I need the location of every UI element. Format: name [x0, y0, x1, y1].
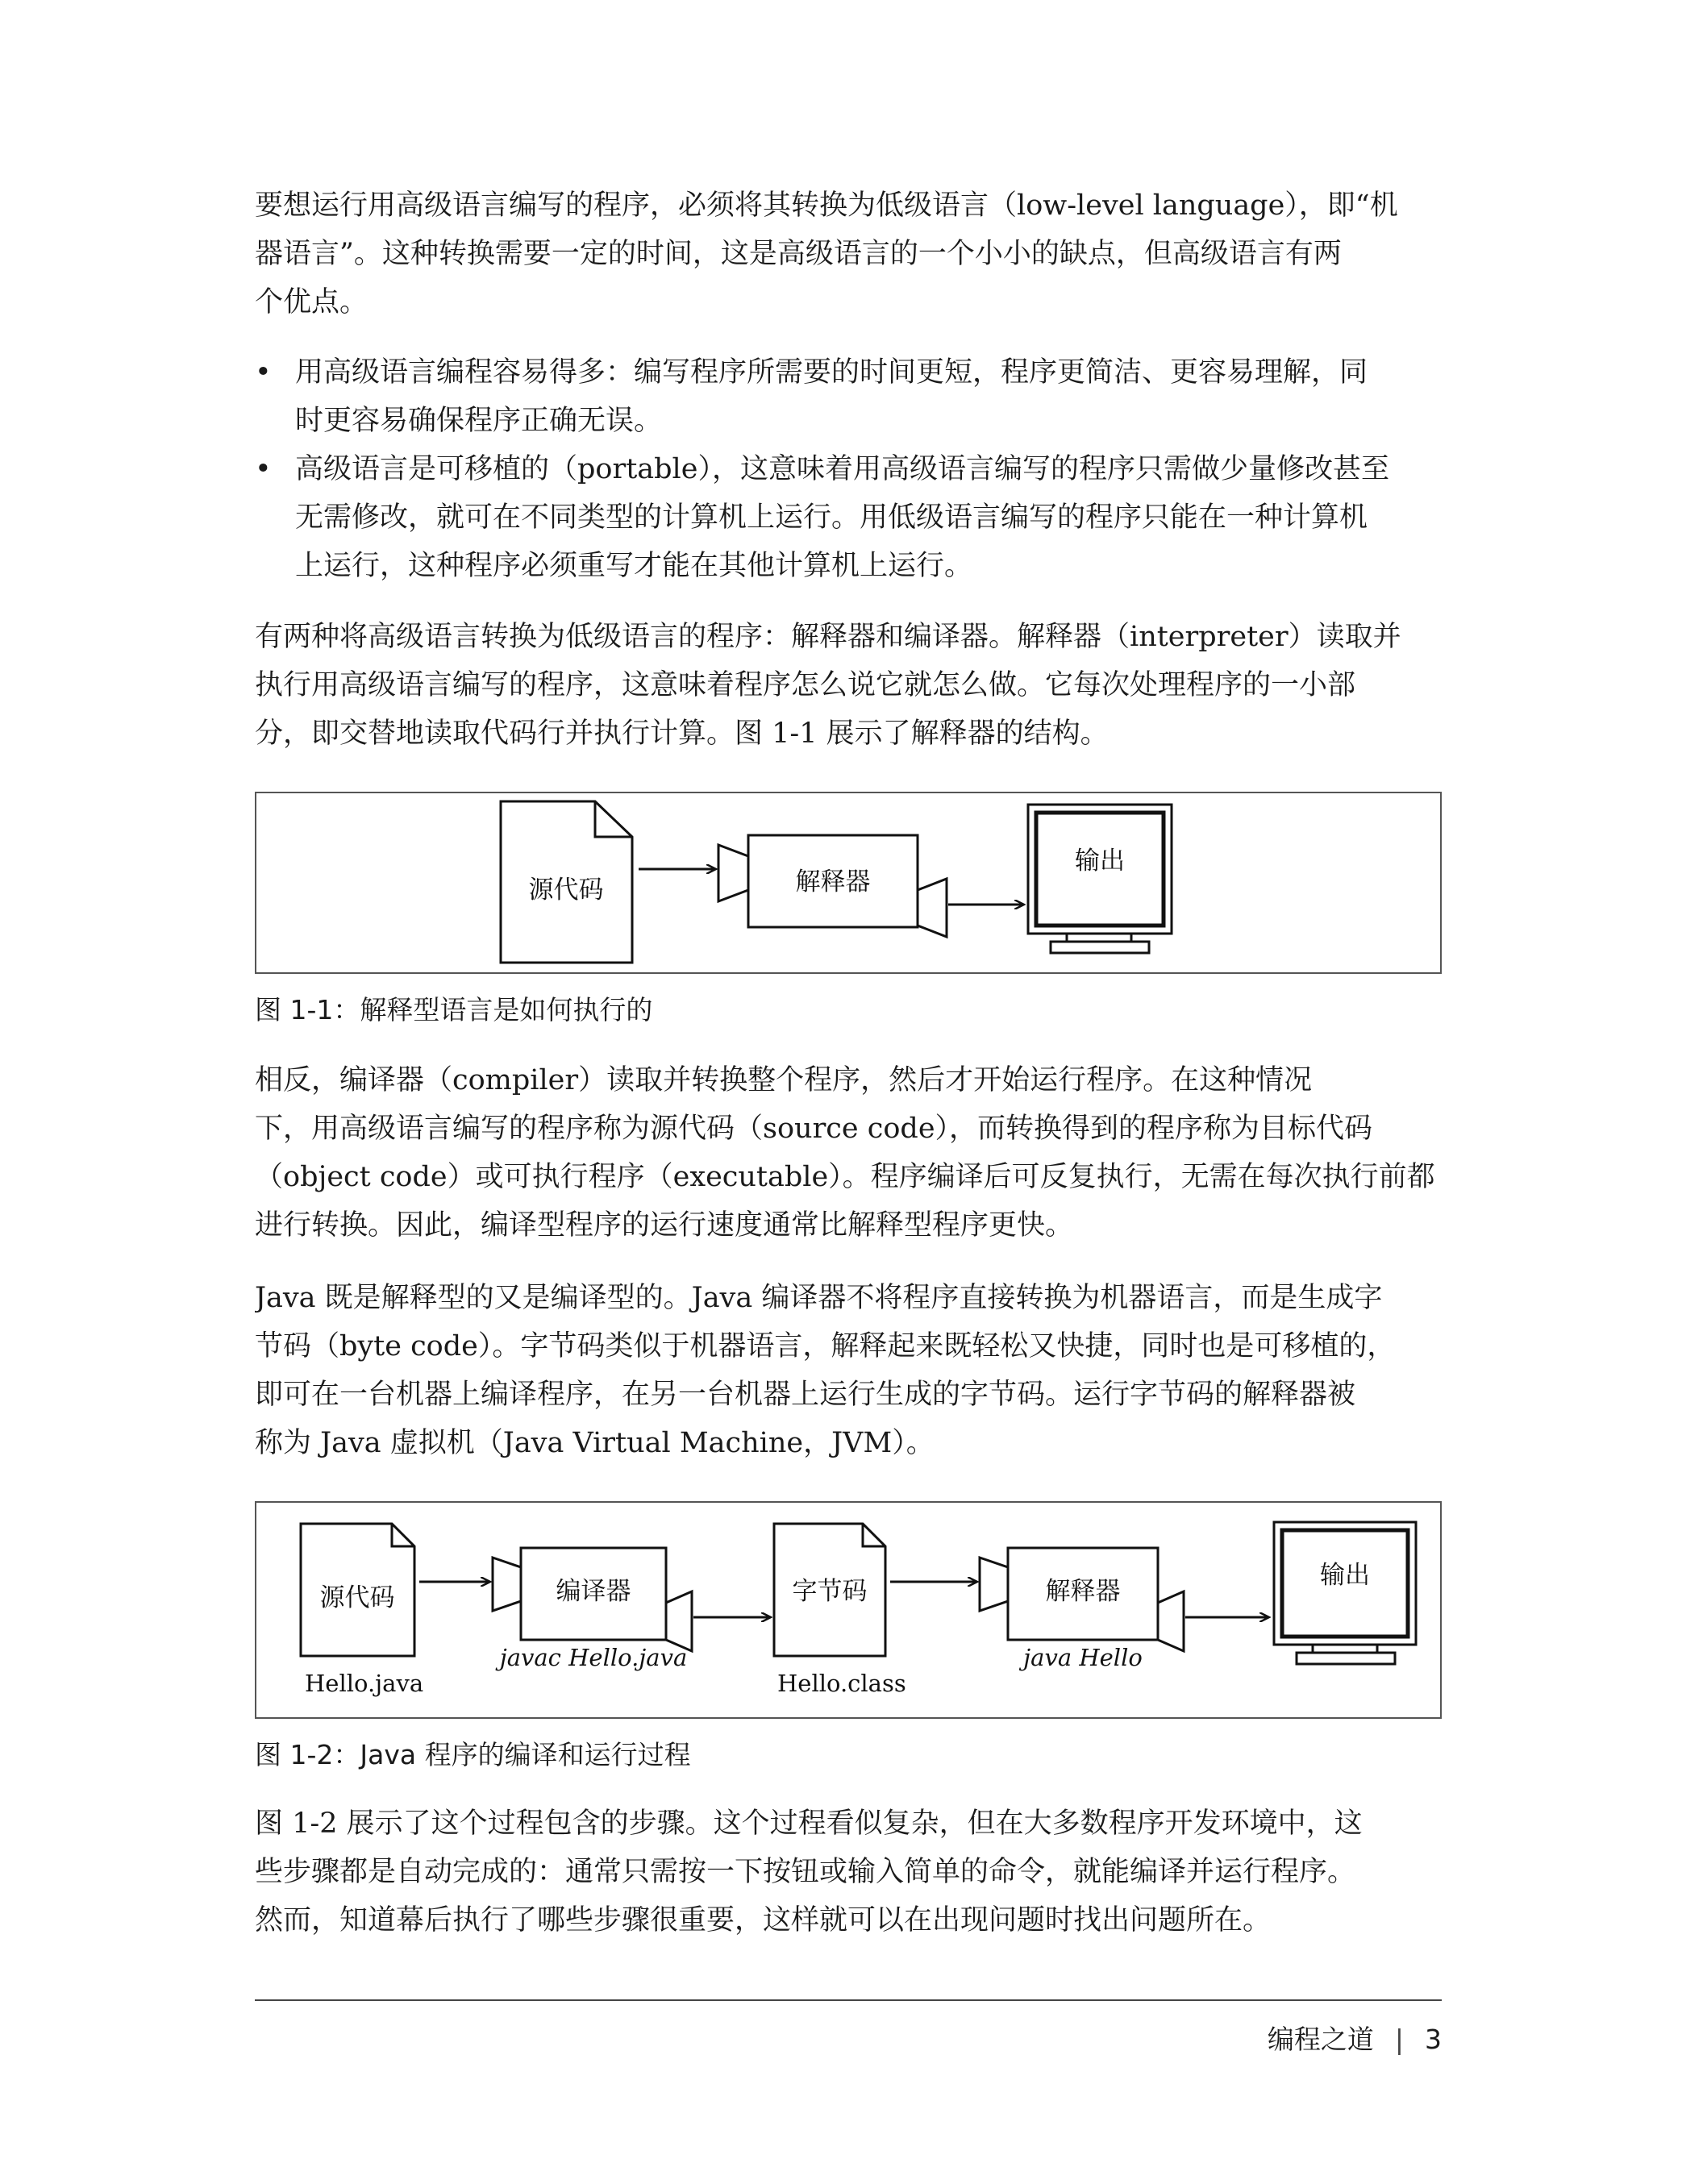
text-line: 然而，知道幕后执行了哪些步骤很重要，这样就可以在出现问题时找出问题所在。	[255, 1904, 1272, 1936]
interpreter-label: 解释器	[1045, 1577, 1121, 1606]
text-line: 下，用高级语言编写的程序称为源代码（source code），而转换得到的程序称为目标代码	[255, 1113, 1373, 1145]
figure-2-compile-run-diagram	[255, 1501, 1442, 1719]
text-line: 上运行，这种程序必须重写才能在其他计算机上运行。	[295, 550, 973, 582]
paragraph-5	[255, 1799, 1442, 1945]
paragraph-3	[255, 1056, 1442, 1250]
output-label: 输出	[1320, 1561, 1370, 1590]
text-line: 个优点。	[255, 286, 368, 318]
text-line: 些步骤都是自动完成的：通常只需按一下按钮或输入简单的命令，就能编译并运行程序。	[255, 1856, 1356, 1888]
bullet-icon: •	[255, 453, 272, 485]
text-line: 图 1-2 展示了这个过程包含的步骤。这个过程看似复杂，但在大多数程序开发环境中，这	[255, 1808, 1363, 1840]
paragraph-2	[255, 613, 1442, 758]
text-line: 相反，编译器（compiler）读取并转换整个程序，然后才开始运行程序。在这种情况	[255, 1064, 1313, 1096]
interpreter-label: 解释器	[795, 867, 871, 896]
interpreter-command: java Hello	[1023, 1644, 1143, 1671]
source-code-label: 源代码	[319, 1583, 395, 1612]
text-line: （object code）或可执行程序（executable）。程序编译后可反复执行，无需在每次执行前都	[255, 1161, 1435, 1193]
text-line: 无需修改，就可在不同类型的计算机上运行。用低级语言编写的程序只能在一种计算机	[295, 501, 1368, 534]
text-line: 用高级语言编程容易得多：编写程序所需要的时间更短，程序更简洁、更容易理解，同	[295, 356, 1368, 389]
output-label: 输出	[1075, 847, 1125, 876]
text-line: 器语言”。这种转换需要一定的时间，这是高级语言的一个小小的缺点，但高级语言有两	[255, 238, 1342, 270]
monitor-icon	[1028, 805, 1172, 953]
text-line: 时更容易确保程序正确无误。	[295, 405, 663, 437]
text-line: 节码（byte code）。字节码类似于机器语言，解释起来既轻松又快捷，同时也是可移植的，	[255, 1330, 1396, 1362]
monitor-icon	[1274, 1522, 1416, 1664]
text-line: 要想运行用高级语言编写的程序，必须将其转换为低级语言（low-level language），即“机	[255, 189, 1398, 222]
bytecode-label: 字节码	[792, 1577, 868, 1606]
text-line: 有两种将高级语言转换为低级语言的程序：解释器和编译器。解释器（interpreter）读取并	[255, 621, 1401, 653]
paragraph-1	[255, 181, 1442, 327]
compiler-command: javac Hello.java	[499, 1644, 688, 1671]
figure-2-caption: 图 1-2：Java 程序的编译和运行过程	[255, 1739, 691, 1770]
compiler-label: 编译器	[556, 1577, 631, 1606]
bytecode-file-label: Hello.class	[777, 1670, 906, 1697]
figure-1-caption: 图 1-1：解释型语言是如何执行的	[255, 994, 653, 1025]
section-title: 编程之道	[1267, 2024, 1374, 2055]
page-footer	[1268, 2020, 1442, 2060]
text-line: 即可在一台机器上编译程序，在另一台机器上运行生成的字节码。运行字节码的解释器被	[255, 1379, 1356, 1411]
text-line: 称为 Java 虚拟机（Java Virtual Machine，JVM）。	[255, 1427, 935, 1459]
text-line: 高级语言是可移植的（portable），这意味着用高级语言编写的程序只需做少量修改甚至	[295, 453, 1389, 485]
text-line: 执行用高级语言编写的程序，这意味着程序怎么说它就怎么做。它每次处理程序的一小部	[255, 669, 1356, 701]
text-line: Java 既是解释型的又是编译型的。Java 编译器不将程序直接转换为机器语言，而是生成字	[255, 1282, 1383, 1314]
bullet-icon: •	[255, 356, 272, 389]
footer-separator: |	[1394, 2024, 1404, 2055]
text-line: 进行转换。因此，编译型程序的运行速度通常比解释型程序更快。	[255, 1209, 1074, 1242]
paragraph-4	[255, 1274, 1442, 1467]
source-code-label: 源代码	[528, 876, 604, 905]
source-file-label: Hello.java	[305, 1670, 424, 1697]
page-number: 3	[1425, 2024, 1442, 2055]
figure-1-interpreter-diagram	[255, 792, 1442, 974]
text-line: 分，即交替地读取代码行并执行计算。图 1-1 展示了解释器的结构。	[255, 718, 1109, 750]
footer-divider	[255, 1999, 1442, 2001]
